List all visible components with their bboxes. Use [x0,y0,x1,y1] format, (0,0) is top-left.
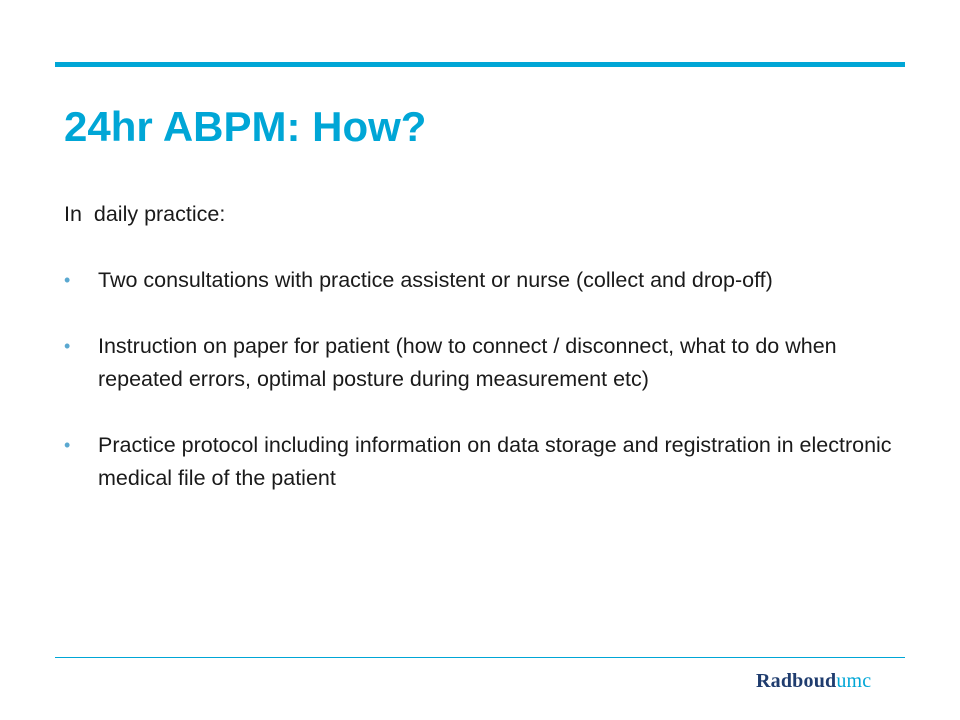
logo-name: Radboud [756,670,837,692]
bullet-text: Two consultations with practice assistent or nurse (collect and drop-off) [98,268,773,292]
bullet-item [64,429,914,495]
bullet-list [64,264,914,495]
bullet-text: Instruction on paper for patient (how to connect / disconnect, what to do when repeated errors, optimal posture during measurement etc) [98,334,837,391]
bullet-icon: • [64,336,71,356]
logo-suffix: umc [836,670,872,692]
bullet-text: Practice protocol including information on data storage and registration in electronic medical file of the patient [98,433,892,490]
bullet-item [64,264,914,297]
bullet-icon: • [64,435,71,455]
slide-title: 24hr ABPM: How? [64,103,427,150]
bullet-icon: • [64,270,71,290]
bullet-item [64,330,914,396]
slide-body [64,198,914,528]
top-divider [55,62,905,67]
radboudumc-logo [756,670,871,693]
bottom-divider [55,657,905,658]
intro-text: In daily practice: [64,202,226,226]
